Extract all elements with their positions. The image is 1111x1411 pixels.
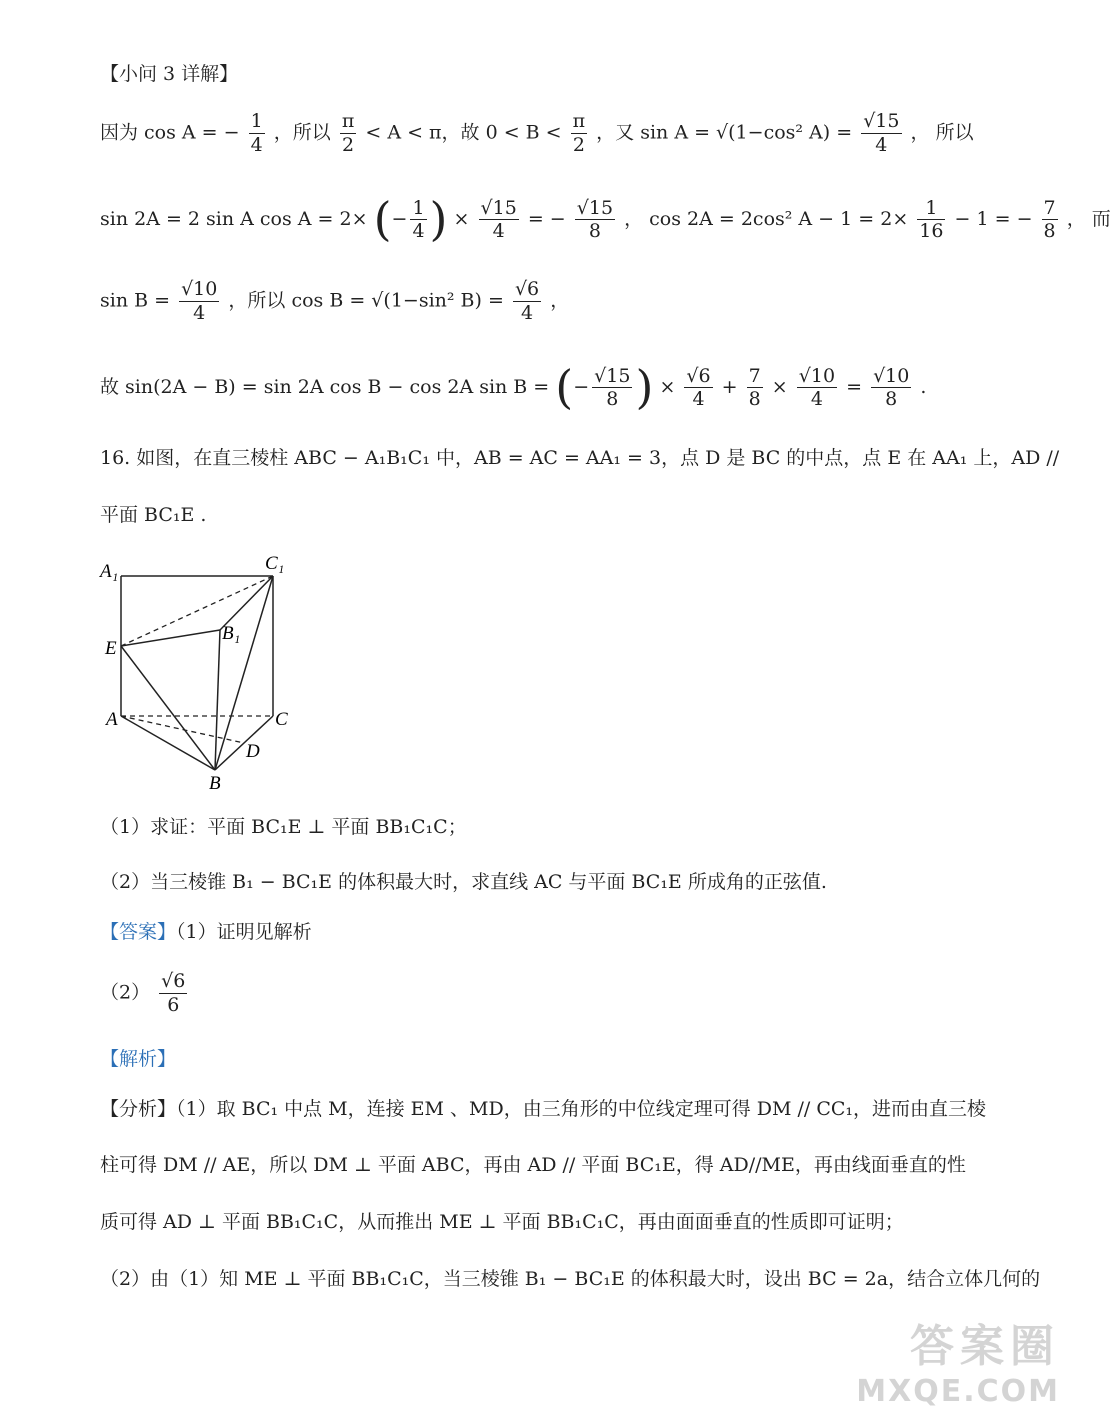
section-header: 【小问 3 详解】 [100,63,239,85]
label-b1: B₁ [222,623,241,644]
analysis-p1: 【分析】（1）取 BC₁ 中点 M，连接 EM 、MD，由三角形的中位线定理可得 DM // CC₁，进而由直三棱 [100,1098,987,1120]
solution-line-4 [100,358,926,418]
label-b: B [209,773,221,794]
fraction: $\frac{√10}{4}$ [181,278,218,324]
fraction: $\frac{√15}{8}$ [576,196,614,243]
fraction: $\frac{1}{4}$ [250,110,263,156]
paren-close: ) [429,192,448,246]
minus-sign: − [391,207,408,230]
edge-bb1 [215,630,220,770]
minus-sign: − [573,375,590,398]
problem-line-1: 16. 如图，在直三棱柱 ABC − A₁B₁C₁ 中，AB = AC = AA₁ = 3，点 D 是 BC 的中点，点 E 在 AA₁ 上，AD // [100,447,1060,469]
fraction: $\frac{1}{16}$ [919,196,944,243]
text: ， [550,289,570,312]
paren-open: ( [373,192,392,246]
fraction: $\frac{1}{4}$ [412,196,425,243]
edge-eb [121,646,215,770]
solution-line-1 [100,110,974,157]
text: = [846,375,863,398]
fraction: $\frac{√15}{4}$ [863,110,900,156]
label-d: D [246,741,260,762]
fraction: $\frac{√10}{8}$ [873,364,910,411]
text: × [453,207,470,230]
text: ，又 sin A = √(1−cos² A) = [596,121,853,144]
text: 故 sin(2A − B) = sin 2A cos B − cos 2A sin B = [100,375,550,398]
fraction: $\frac{√15}{4}$ [480,196,517,243]
answer-part-1: （1）证明见解析 [176,921,312,943]
label-a: A [106,709,118,730]
paren-close: ) [635,360,654,414]
answer-fraction: $\frac{√6}{6}$ [161,970,186,1016]
watermark-logo: 答案圈 MXQE.COM [856,1321,1060,1409]
label-c1: C₁ [265,553,285,574]
answer-tag: 【答案】 [100,921,177,943]
text: × [771,375,788,398]
answer-part-2-label: （2） [100,981,151,1004]
text: ， 所以 [910,121,974,144]
text: ， 而 [1066,207,1111,230]
solution-line-2 [100,190,1111,250]
edge-ad-dashed [121,716,244,743]
fraction: $\frac{\pi}{2}$ [341,110,355,156]
problem-line-2: 平面 BC₁E . [100,504,207,526]
analysis-p2: 柱可得 DM // AE，所以 DM ⊥ 平面 ABC，再由 AD // 平面 BC₁E，得 AD//ME，再由线面垂直的性 [100,1154,966,1176]
text: + [721,375,738,398]
answer-line-2 [100,970,190,1017]
prism-figure [98,553,298,793]
fraction: $\frac{√6}{4}$ [686,364,711,411]
text: . [920,375,927,398]
text: − 1 = − [954,207,1033,230]
question-1: （1）求证：平面 BC₁E ⊥ 平面 BB₁C₁C； [100,816,467,838]
analysis-p3: 质可得 AD ⊥ 平面 BB₁C₁C，从而推出 ME ⊥ 平面 BB₁C₁C，再由面面垂直的性质即可证明； [100,1211,904,1233]
text: ， cos 2A = 2cos² A − 1 = 2× [624,207,909,230]
label-c: C [275,709,288,730]
solution-line-3 [100,278,569,325]
fraction: $\frac{\pi}{2}$ [572,110,586,156]
text: ，所以 cos B = √(1−sin² B) = [228,289,504,312]
fraction: $\frac{√6}{4}$ [514,278,540,324]
analysis-p4: （2）由（1）知 ME ⊥ 平面 BB₁C₁C，当三棱锥 B₁ − BC₁E 的体积最大时，设出 BC = 2a，结合立体几何的 [100,1268,1041,1290]
fraction: $\frac{7}{8}$ [1043,196,1056,243]
fraction: $\frac{7}{8}$ [748,364,761,411]
text: sin 2A = 2 sin A cos A = 2× [100,207,368,230]
fraction: $\frac{√15}{8}$ [594,364,631,411]
analysis-tag: 【解析】 [100,1048,177,1070]
edge-ab [121,716,215,770]
edge-eb1 [121,630,220,646]
text: 因为 cos A = − [100,121,240,144]
label-a1: A₁ [100,561,119,582]
answer-line-1 [100,920,312,945]
text: sin B = [100,289,171,312]
label-e: E [105,638,117,659]
question-2: （2）当三棱锥 B₁ − BC₁E 的体积最大时，求直线 AC 与平面 BC₁E 所成角的正弦值. [100,871,827,893]
fraction: $\frac{√10}{4}$ [798,364,836,411]
paren-open: ( [555,360,574,414]
text: ，所以 [273,121,331,144]
text: × [659,375,676,398]
text: < A < π，故 0 < B < [365,121,562,144]
edge-ec1-dashed [121,576,273,646]
text: = − [527,207,566,230]
